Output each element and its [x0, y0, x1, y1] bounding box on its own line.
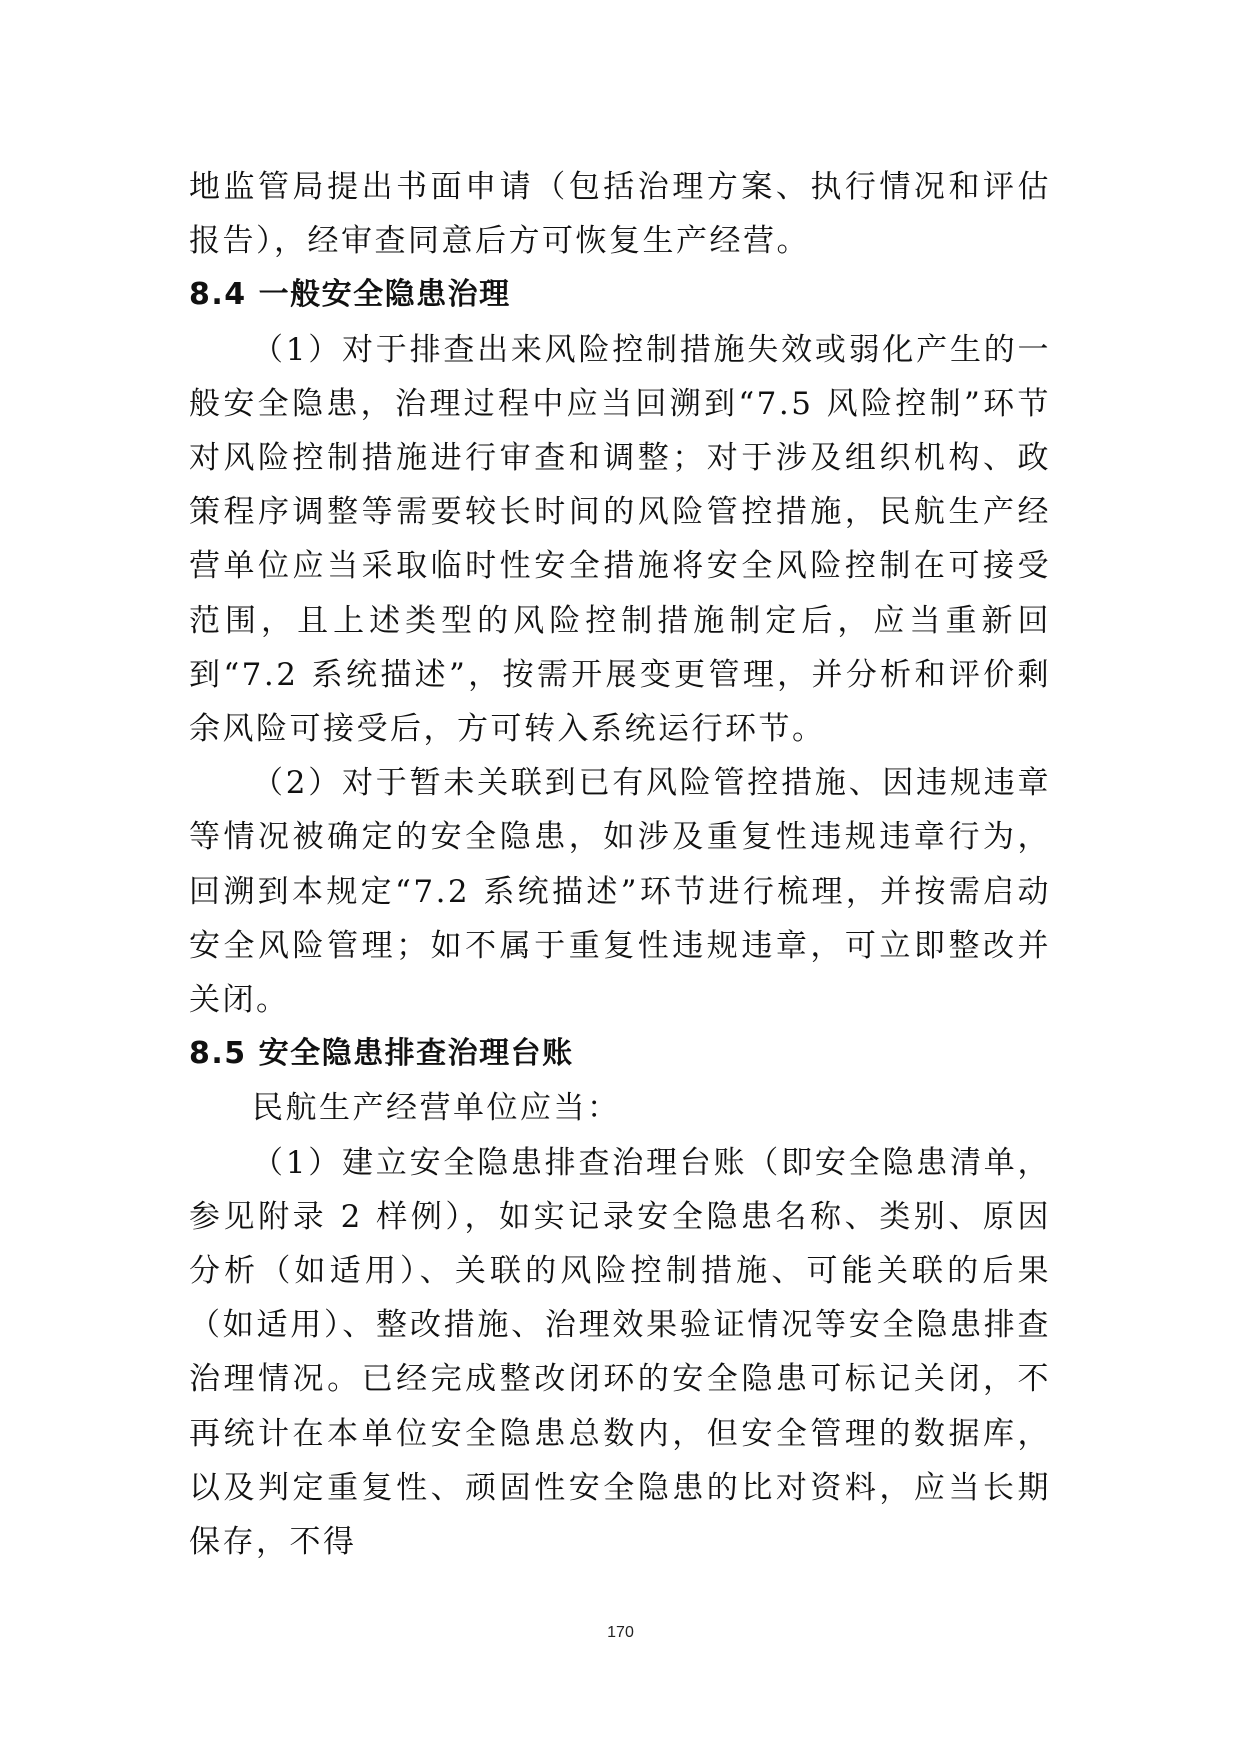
page-content	[189, 160, 1051, 1569]
section-8-4-paragraph-1: （1）对于排查出来风险控制措施失效或弱化产生的一般安全隐患，治理过程中应当回溯到“7.5 风险控制”环节对风险控制措施进行审查和调整；对于涉及组织机构、政策程序调整等需要较长时间的风险管控措施，民航生产经营单位应当采取临时性安全措施将安全风险控制在可接受范围，且上述类型的风险控制措施制定后，应当重新回到“7.2 系统描述”，按需开展变更管理，并分析和评价剩余风险可接受后，方可转入系统运行环节。	[189, 331, 1051, 748]
section-heading-8-5: 8.5 安全隐患排查治理台账	[189, 1036, 574, 1072]
continuation-paragraph: 地监管局提出书面申请（包括治理方案、执行情况和评估报告），经审查同意后方可恢复生产经营。	[189, 169, 1051, 260]
section-8-5-intro: 民航生产经营单位应当：	[252, 1090, 621, 1127]
section-heading-8-4: 8.4 一般安全隐患治理	[189, 277, 511, 313]
section-8-5-paragraph-1: （1）建立安全隐患排查治理台账（即安全隐患清单，参见附录 2 样例），如实记录安全隐患名称、类别、原因分析（如适用）、关联的风险控制措施、可能关联的后果（如适用）、整改措施、治理效果验证情况等安全隐患排查治理情况。已经完成整改闭环的安全隐患可标记关闭，不再统计在本单位安全隐患总数内，但安全管理的数据库，以及判定重复性、顽固性安全隐患的比对资料，应当长期保存，不得	[189, 1144, 1051, 1561]
section-8-4-paragraph-2: （2）对于暂未关联到已有风险管控措施、因违规违章等情况被确定的安全隐患，如涉及重复性违规违章行为，回溯到本规定“7.2 系统描述”环节进行梳理，并按需启动安全风险管理；如不属于重复性违规违章，可立即整改并关闭。	[189, 765, 1051, 1019]
page-number: 170	[607, 1624, 634, 1641]
